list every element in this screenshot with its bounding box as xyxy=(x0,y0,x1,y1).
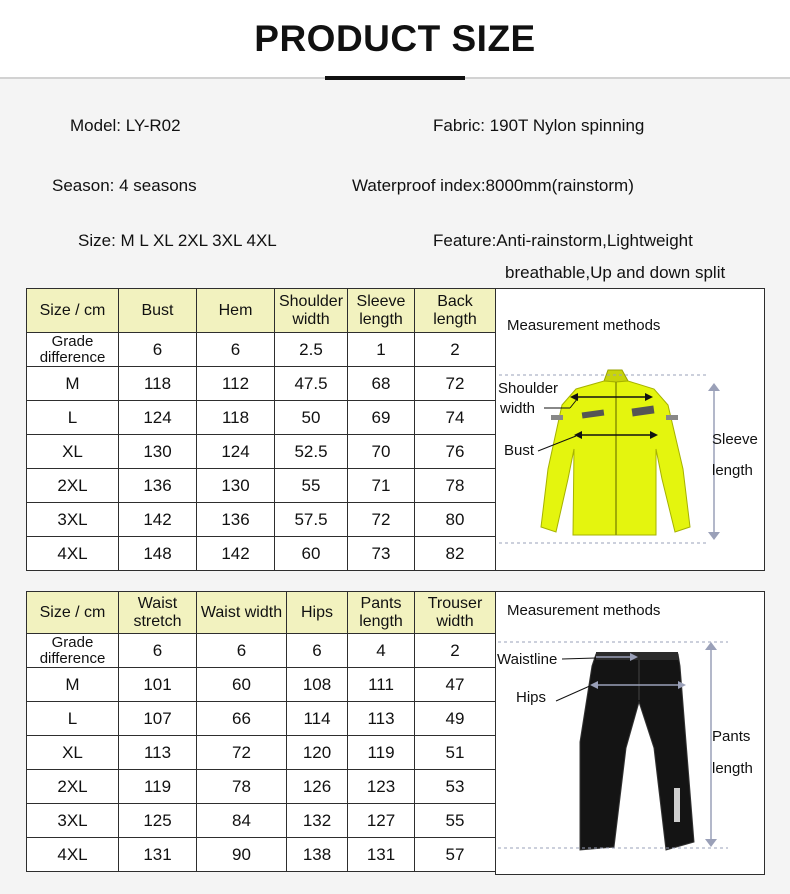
table-cell: 72 xyxy=(415,367,496,401)
table-cell: 111 xyxy=(348,668,415,702)
table-cell: 6 xyxy=(197,634,287,668)
header-cell: Bust xyxy=(119,289,197,333)
header-cell: Sleeve length xyxy=(348,289,415,333)
row-label: 3XL xyxy=(27,804,119,838)
header-cell: Shoulder width xyxy=(275,289,348,333)
header-cell: Back length xyxy=(415,289,496,333)
spec-season: Season: 4 seasons xyxy=(52,176,197,195)
table-cell: 112 xyxy=(197,367,275,401)
table-cell: 49 xyxy=(415,702,496,736)
table-cell: 124 xyxy=(119,401,197,435)
row-label: 4XL xyxy=(27,838,119,872)
table-row xyxy=(27,401,496,435)
label-pants-length-cont: length xyxy=(712,760,753,777)
table-cell: 118 xyxy=(119,367,197,401)
table-cell: 138 xyxy=(287,838,348,872)
jacket-icon xyxy=(541,370,690,535)
arrow-head-icon xyxy=(705,642,717,650)
row-label: M xyxy=(27,367,119,401)
header-cell: Size / cm xyxy=(27,592,119,634)
row-label: Grade difference xyxy=(27,634,119,668)
table-cell: 6 xyxy=(119,333,197,367)
table-row xyxy=(27,838,496,872)
row-label: Grade difference xyxy=(27,333,119,367)
table-row xyxy=(27,804,496,838)
table-cell: 130 xyxy=(119,435,197,469)
table-row xyxy=(27,367,496,401)
row-label: 3XL xyxy=(27,503,119,537)
table-cell: 68 xyxy=(348,367,415,401)
table-cell: 130 xyxy=(197,469,275,503)
header-cell: Pants length xyxy=(348,592,415,634)
table-cell: 119 xyxy=(348,736,415,770)
label-hips: Hips xyxy=(516,689,547,706)
header-cell: Trouser width xyxy=(415,592,496,634)
table-cell: 6 xyxy=(119,634,197,668)
table-cell: 120 xyxy=(287,736,348,770)
table-cell: 6 xyxy=(287,634,348,668)
arrow-head-icon xyxy=(705,839,717,847)
table-cell: 148 xyxy=(119,537,197,571)
spec-fabric: Fabric: 190T Nylon spinning xyxy=(433,116,645,135)
table-row xyxy=(27,702,496,736)
table-cell: 124 xyxy=(197,435,275,469)
label-waistline: Waistline xyxy=(497,651,558,668)
table-cell: 69 xyxy=(348,401,415,435)
label-shoulder: Shoulder xyxy=(498,380,559,397)
table-cell: 131 xyxy=(119,838,197,872)
row-label: M xyxy=(27,668,119,702)
table-row xyxy=(27,668,496,702)
table-cell: 142 xyxy=(119,503,197,537)
row-label: XL xyxy=(27,736,119,770)
table-cell: 107 xyxy=(119,702,197,736)
table-header-row xyxy=(27,592,496,634)
label-bust: Bust xyxy=(504,442,535,459)
jacket-size-table xyxy=(26,288,496,571)
row-label: 2XL xyxy=(27,469,119,503)
table-cell: 47.5 xyxy=(275,367,348,401)
table-cell: 72 xyxy=(348,503,415,537)
table-cell: 131 xyxy=(348,838,415,872)
table-cell: 51 xyxy=(415,736,496,770)
table-cell: 73 xyxy=(348,537,415,571)
table-cell: 108 xyxy=(287,668,348,702)
leader-line xyxy=(562,658,596,659)
table-cell: 6 xyxy=(197,333,275,367)
page-title: PRODUCT SIZE xyxy=(254,18,536,59)
table-row xyxy=(27,770,496,804)
table-cell: 52.5 xyxy=(275,435,348,469)
table-row xyxy=(27,503,496,537)
pants-size-table xyxy=(26,591,496,872)
jacket-measurement-panel xyxy=(495,288,765,571)
table-cell: 60 xyxy=(275,537,348,571)
table-cell: 55 xyxy=(275,469,348,503)
table-cell: 132 xyxy=(287,804,348,838)
table-cell: 78 xyxy=(415,469,496,503)
table-row xyxy=(27,736,496,770)
table-cell: 119 xyxy=(119,770,197,804)
table-cell: 66 xyxy=(197,702,287,736)
table-cell: 2 xyxy=(415,333,496,367)
logo-strip xyxy=(674,788,680,822)
table-cell: 60 xyxy=(197,668,287,702)
table-cell: 90 xyxy=(197,838,287,872)
table-cell: 118 xyxy=(197,401,275,435)
header-cell: Hips xyxy=(287,592,348,634)
table-cell: 1 xyxy=(348,333,415,367)
table-cell: 82 xyxy=(415,537,496,571)
table-cell: 2.5 xyxy=(275,333,348,367)
header-cell: Hem xyxy=(197,289,275,333)
label-sleeve: Sleeve xyxy=(712,431,758,448)
spec-waterproof: Waterproof index:8000mm(rainstorm) xyxy=(352,176,634,195)
table-cell: 127 xyxy=(348,804,415,838)
table-cell: 114 xyxy=(287,702,348,736)
table-header-row xyxy=(27,289,496,333)
row-label: L xyxy=(27,702,119,736)
table-cell: 53 xyxy=(415,770,496,804)
arrow-head-icon xyxy=(708,383,720,391)
table-cell: 71 xyxy=(348,469,415,503)
table-cell: 125 xyxy=(119,804,197,838)
table-cell: 55 xyxy=(415,804,496,838)
measurement-title: Measurement methods xyxy=(507,602,661,619)
table-cell: 47 xyxy=(415,668,496,702)
label-pants-length: Pants xyxy=(712,728,751,745)
header-cell: Size / cm xyxy=(27,289,119,333)
table-cell: 123 xyxy=(348,770,415,804)
table-cell: 113 xyxy=(348,702,415,736)
table-cell: 57 xyxy=(415,838,496,872)
label-sleeve-cont: length xyxy=(712,462,753,479)
table-cell: 50 xyxy=(275,401,348,435)
table-cell: 136 xyxy=(119,469,197,503)
header-cell: Waist stretch xyxy=(119,592,197,634)
row-label: 4XL xyxy=(27,537,119,571)
table-cell: 80 xyxy=(415,503,496,537)
table-cell: 113 xyxy=(119,736,197,770)
table-cell: 57.5 xyxy=(275,503,348,537)
table-cell: 126 xyxy=(287,770,348,804)
title-underline xyxy=(325,76,465,80)
row-label: XL xyxy=(27,435,119,469)
table-cell: 136 xyxy=(197,503,275,537)
label-shoulder-cont: width xyxy=(500,400,536,417)
pants-measurement-panel xyxy=(495,591,765,875)
table-cell: 2 xyxy=(415,634,496,668)
arrow-head-icon xyxy=(708,532,720,540)
grade-difference-row xyxy=(27,634,496,668)
measurement-title: Measurement methods xyxy=(507,317,661,334)
table-cell: 4 xyxy=(348,634,415,668)
table-cell: 76 xyxy=(415,435,496,469)
table-cell: 70 xyxy=(348,435,415,469)
spec-model: Model: LY-R02 xyxy=(70,116,181,135)
grade-difference-row xyxy=(27,333,496,367)
row-label: L xyxy=(27,401,119,435)
spec-feature: Feature:Anti-rainstorm,Lightweight xyxy=(433,231,693,250)
table-row xyxy=(27,469,496,503)
spec-size: Size: M L XL 2XL 3XL 4XL xyxy=(78,231,277,250)
table-cell: 72 xyxy=(197,736,287,770)
table-row xyxy=(27,435,496,469)
row-label: 2XL xyxy=(27,770,119,804)
table-row xyxy=(27,537,496,571)
table-cell: 74 xyxy=(415,401,496,435)
table-cell: 101 xyxy=(119,668,197,702)
table-cell: 142 xyxy=(197,537,275,571)
header-cell: Waist width xyxy=(197,592,287,634)
table-cell: 78 xyxy=(197,770,287,804)
table-cell: 84 xyxy=(197,804,287,838)
spec-feature-cont: breathable,Up and down split xyxy=(505,263,726,282)
